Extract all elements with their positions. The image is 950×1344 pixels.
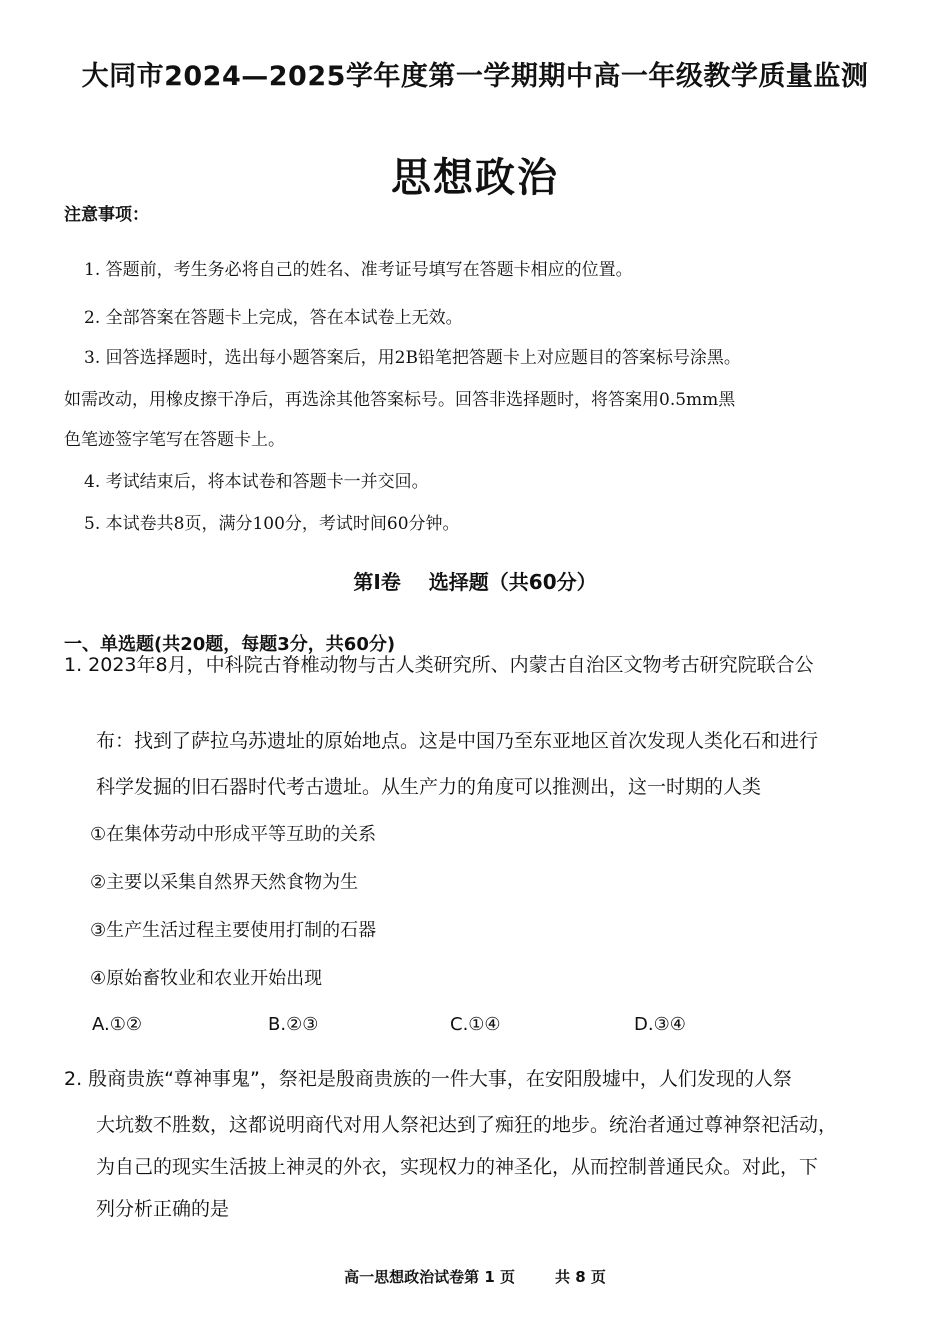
question-1-line-3: 科学发掘的旧石器时代考古遗址。从生产力的角度可以推测出，这一时期的人类 [96, 776, 762, 798]
volume-label: 第Ⅰ卷 [353, 570, 401, 594]
notice-line-3-cont: 如需改动，用橡皮擦干净后，再选涂其他答案标号。回答非选择题时，将答案用0.5mm黑 [64, 390, 736, 410]
question-1-item-4: ④原始畜牧业和农业开始出现 [90, 968, 323, 989]
part-heading: 一、单选题(共20题，每题3分，共60分) [64, 634, 396, 655]
question-2-line-1: 2. 殷商贵族“尊神事鬼”，祭祀是殷商贵族的一件大事，在安阳殷墟中，人们发现的人祭 [64, 1068, 792, 1090]
section-label: 选择题（共60分） [428, 570, 597, 594]
section-title [0, 566, 950, 595]
notice-line-1: 1. 答题前，考生务必将自己的姓名、准考证号填写在答题卡相应的位置。 [84, 260, 633, 280]
question-2-line-3: 为自己的现实生活披上神灵的外衣，实现权力的神圣化，从而控制普通民众。对此，下 [96, 1156, 819, 1178]
question-1-line-2: 布：找到了萨拉乌苏遗址的原始地点。这是中国乃至东亚地区首次发现人类化石和进行 [96, 730, 819, 752]
question-2-line-4: 列分析正确的是 [96, 1198, 230, 1220]
notice-line-2: 2. 全部答案在答题卡上完成，答在本试卷上无效。 [84, 308, 463, 328]
question-1-item-1: ①在集体劳动中形成平等互助的关系 [90, 824, 377, 845]
exam-title: 大同市2024—2025学年度第一学期期中高一年级教学质量监测 [81, 61, 869, 92]
notice-line-4: 4. 考试结束后，将本试卷和答题卡一并交回。 [84, 472, 429, 492]
footer-total-pages: 共 8 页 [555, 1268, 606, 1286]
question-1-choice-b: B.②③ [268, 1014, 319, 1035]
notice-line-5: 5. 本试卷共8页，满分100分，考试时间60分钟。 [84, 514, 460, 534]
question-2-line-2: 大坑数不胜数，这都说明商代对用人祭祀达到了痴狂的地步。统治者通过尊神祭祀活动， [96, 1114, 838, 1136]
question-1-item-2: ②主要以采集自然界天然食物为生 [90, 872, 359, 893]
notice-line-3: 3. 回答选择题时，选出每小题答案后，用2B铅笔把答题卡上对应题目的答案标号涂黑。 [84, 348, 741, 368]
question-1-choice-a: A.①② [92, 1014, 142, 1035]
question-1-line-1: 1. 2023年8月，中科院古脊椎动物与古人类研究所、内蒙古自治区文物考古研究院联合公 [64, 654, 814, 676]
subject-title: 思想政治 [391, 155, 559, 201]
question-1-item-3: ③生产生活过程主要使用打制的石器 [90, 920, 377, 941]
question-1-choice-c: C.①④ [450, 1014, 501, 1035]
notice-heading: 注意事项： [64, 205, 149, 225]
notice-line-3-end: 色笔迹签字笔写在答题卡上。 [64, 430, 285, 450]
footer-page-label: 高一思想政治试卷第 1 页 [344, 1268, 515, 1286]
page-footer [0, 1266, 950, 1287]
question-1-choice-d: D.③④ [634, 1014, 686, 1035]
